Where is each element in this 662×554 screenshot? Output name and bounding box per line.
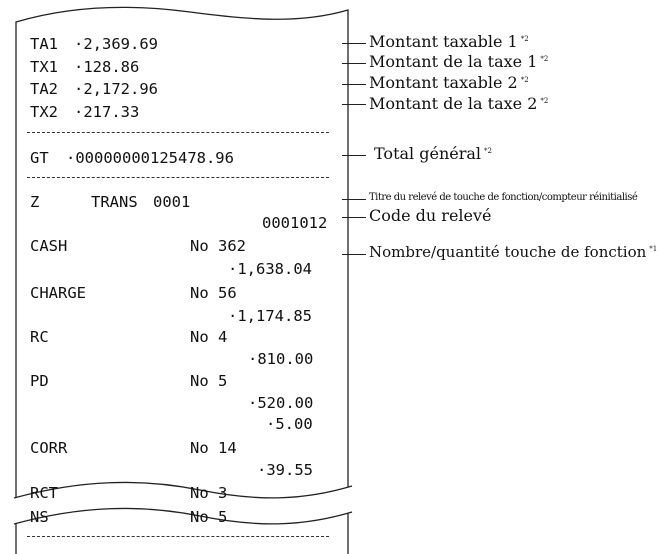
trans-label: TRANS: [91, 193, 138, 211]
leader-line: [342, 217, 366, 218]
pd-label: PD: [30, 372, 49, 390]
separator-line: [27, 132, 329, 133]
annotation-taxable-amount-1: Montant taxable 1 $^{*2}$: [369, 32, 529, 51]
leader-line: [342, 104, 366, 105]
leader-line: [342, 254, 366, 255]
leader-line: [342, 63, 366, 64]
ta1-label: TA1: [30, 35, 58, 53]
separator-line: [27, 536, 329, 537]
ta2-label: TA2: [30, 80, 58, 98]
pd-amount-second: ·5.00: [266, 415, 313, 433]
charge-count: No 56: [190, 284, 237, 302]
gt-label: GT: [30, 149, 49, 167]
annotation-tax-amount-2: Montant de la taxe 2 $^{*2}$: [369, 94, 549, 113]
corr-amount: ·39.55: [257, 461, 313, 479]
annotation-grand-total: Total général $^{*2}$: [374, 144, 492, 163]
tx1-label: TX1: [30, 58, 58, 76]
cash-label: CASH: [30, 237, 68, 255]
annotation-report-code: Code du relevé: [369, 206, 492, 225]
gt-value: ·00000000125478.96: [66, 149, 234, 167]
leader-line: [342, 43, 366, 44]
cash-count: No 362: [190, 237, 246, 255]
leader-line: [342, 155, 366, 156]
annotation-taxable-amount-2: Montant taxable 2 $^{*2}$: [369, 73, 529, 92]
ta2-value: ·2,172.96: [74, 80, 158, 98]
report-code: 0001012: [262, 214, 328, 232]
leader-line: [342, 84, 366, 85]
separator-line: [27, 177, 329, 178]
annotation-function-key-count: Nombre/quantité touche de fonction $^{*1}$: [369, 243, 658, 261]
ns-label: NS: [30, 508, 49, 526]
pd-amount: ·520.00: [248, 394, 314, 412]
corr-count: No 14: [190, 439, 237, 457]
rc-count: No 4: [190, 328, 228, 346]
rc-amount: ·810.00: [248, 350, 314, 368]
corr-label: CORR: [30, 439, 68, 457]
ns-count: No 5: [190, 508, 228, 526]
rct-count: No 3: [190, 484, 228, 502]
charge-amount: ·1,174.85: [228, 307, 312, 325]
z-label: Z: [30, 193, 40, 211]
leader-line: [342, 199, 366, 200]
annotation-tax-amount-1: Montant de la taxe 1 $^{*2}$: [369, 52, 549, 71]
tx2-label: TX2: [30, 103, 58, 121]
trans-number: 0001: [153, 193, 191, 211]
tx1-value: ·128.86: [74, 58, 140, 76]
rct-label: RCT: [30, 484, 58, 502]
rc-label: RC: [30, 328, 49, 346]
charge-label: CHARGE: [30, 284, 86, 302]
annotation-report-title: Titre du relevé de touche de fonction/compteur réinitialisé: [369, 192, 638, 203]
ta1-value: ·2,369.69: [74, 35, 158, 53]
tx2-value: ·217.33: [74, 103, 140, 121]
cash-amount: ·1,638.04: [228, 260, 312, 278]
pd-count: No 5: [190, 372, 228, 390]
